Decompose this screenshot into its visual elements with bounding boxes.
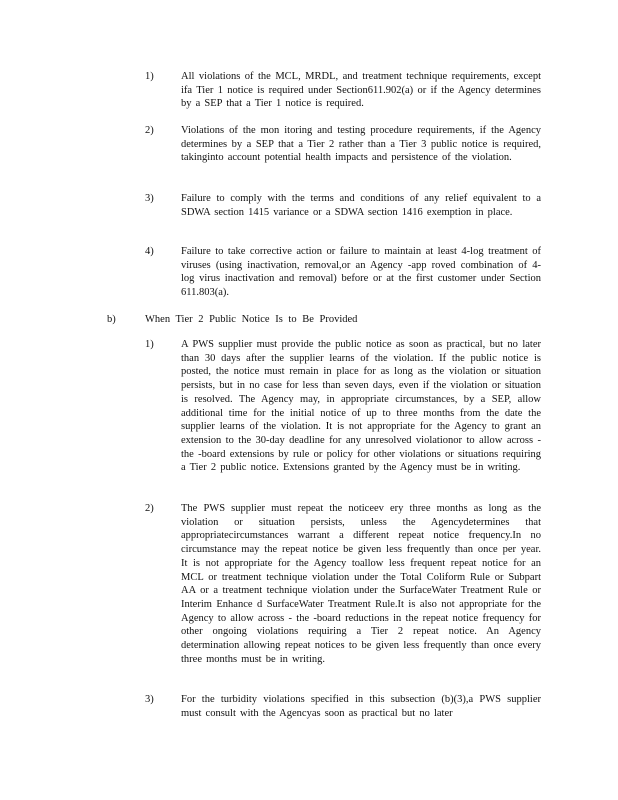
list-item-text: Failure to comply with the terms and conditions of any relief equivalent to a SDWA section 1415 variance or a SDWA section 1416 exemption in place.	[181, 193, 541, 218]
section-heading: When Tier 2 Public Notice Is to Be Provided	[145, 314, 358, 325]
list-item-text: All violations of the MCL, MRDL, and treatment technique requirements, except ifa Tier 1 notice is required under Section611.902(a) or if the Agency determines by a SEP that a Tier 1 notice is required.	[181, 71, 541, 110]
list-item-text: The PWS supplier must repeat the noticeev ery three months as long as the violation or situation persists, unless the Agencydetermines that appropriatecircumstances warrant a different repeat notice frequency.In no circumstance may the repeat notice be given less frequently than once per year. It is not appropriate for the Agency toallow less frequent repeat notice for an MCL or treatment technique violation under the Total Coliform Rule or Subpart AA or a treatment technique violation under the SurfaceWater Treatment Rule or Interim Enhance d SurfaceWater Treatment Rule.It is also not appropriate for the Agency to allow across - the -board reductions in the repeat notice frequency for other ongoing violations requiring a Tier 2 repeat notice. An Agency determination allowing repeat notices to be given less frequently than once every three months must be in writing.	[181, 503, 541, 665]
list-item-text: A PWS supplier must provide the public notice as soon as practical, but no later than 30 days after the supplier learns of the violation. If the public notice is posted, the notice must remain in place for as long as the violation or situation persists, but in no case for less than seven days, even if the violation or situation is resolved. The Agency may, in appropriate circumstances, by a SEP, allow additional time for the initial notice of up to three months from the date the supplier learns of the violation. It is not appropriate for the Agency to grant an extension to the 30-day deadline for any unresolved violationor to allow across - the -board extensions by rule or policy for other violations or situations requiring a Tier 2 public notice. Extensions granted by the Agency must be in writing.	[181, 339, 541, 474]
list-item-number: 1)	[145, 71, 154, 82]
list-item-text: Failure to take corrective action or failure to maintain at least 4-log treatment of viruses (using inactivation, removal,or an Agency -app roved combination of 4-log virus inactivation and removal) before or at the first customer under Section 611.803(a).	[181, 246, 541, 299]
list-item-text: Violations of the mon itoring and testing procedure requirements, if the Agency determines by a SEP that a Tier 2 rather than a Tier 3 public notice is required, takinginto account potential health impacts and persistence of the violation.	[181, 125, 541, 164]
list-item-text: For the turbidity violations specified in this subsection (b)(3),a PWS supplier must consult with the Agencyas soon as practical but no later	[181, 694, 541, 719]
list-item-number: 1)	[145, 339, 154, 350]
list-item-number: 3)	[145, 193, 154, 204]
list-item-number: 4)	[145, 246, 154, 257]
section-letter: b)	[107, 314, 116, 325]
list-item-number: 3)	[145, 694, 154, 705]
list-item-number: 2)	[145, 125, 154, 136]
list-item-number: 2)	[145, 503, 154, 514]
